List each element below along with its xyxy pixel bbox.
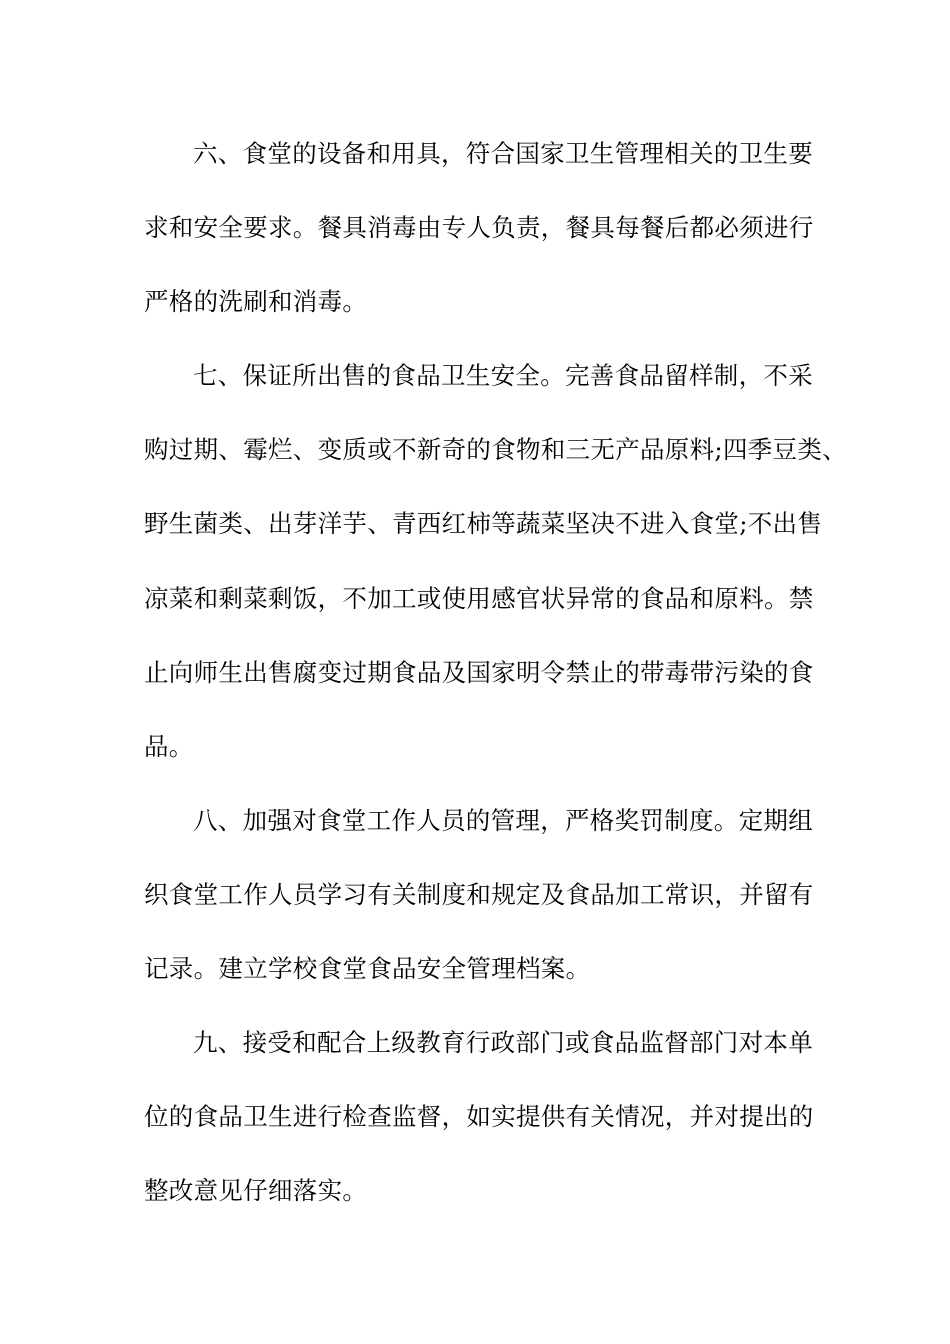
text-line: 严格的洗刷和消毒。 — [144, 287, 368, 317]
text-line: 位的食品卫生进行检查监督，如实提供有关情况，并对提出的 — [144, 1102, 814, 1132]
text-line: 购过期、霉烂、变质或不新奇的食物和三无产品原料;四季豆类、 — [144, 435, 847, 465]
text-line: 八、加强对食堂工作人员的管理，严格奖罚制度。定期组 — [193, 805, 813, 835]
text-line: 品。 — [144, 731, 194, 761]
text-line: 凉菜和剩菜剩饭，不加工或使用感官状异常的食品和原料。禁 — [144, 583, 814, 613]
text-line: 止向师生出售腐变过期食品及国家明令禁止的带毒带污染的食 — [144, 657, 814, 687]
text-line: 求和安全要求。餐具消毒由专人负责，餐具每餐后都必须进行 — [144, 213, 814, 243]
document-body — [144, 117, 847, 1228]
text-line: 整改意见仔细落实。 — [144, 1176, 368, 1206]
text-line: 七、保证所出售的食品卫生安全。完善食品留样制，不采 — [193, 361, 813, 391]
text-line: 织食堂工作人员学习有关制度和规定及食品加工常识，并留有 — [144, 879, 814, 909]
text-line: 六、食堂的设备和用具，符合国家卫生管理相关的卫生要 — [193, 139, 813, 168]
text-line: 野生菌类、出芽洋芋、青西红柿等蔬菜坚决不进入食堂;不出售 — [144, 509, 823, 539]
text-line: 记录。建立学校食堂食品安全管理档案。 — [144, 954, 591, 984]
text-line: 九、接受和配合上级教育行政部门或食品监督部门对本单 — [193, 1028, 813, 1058]
